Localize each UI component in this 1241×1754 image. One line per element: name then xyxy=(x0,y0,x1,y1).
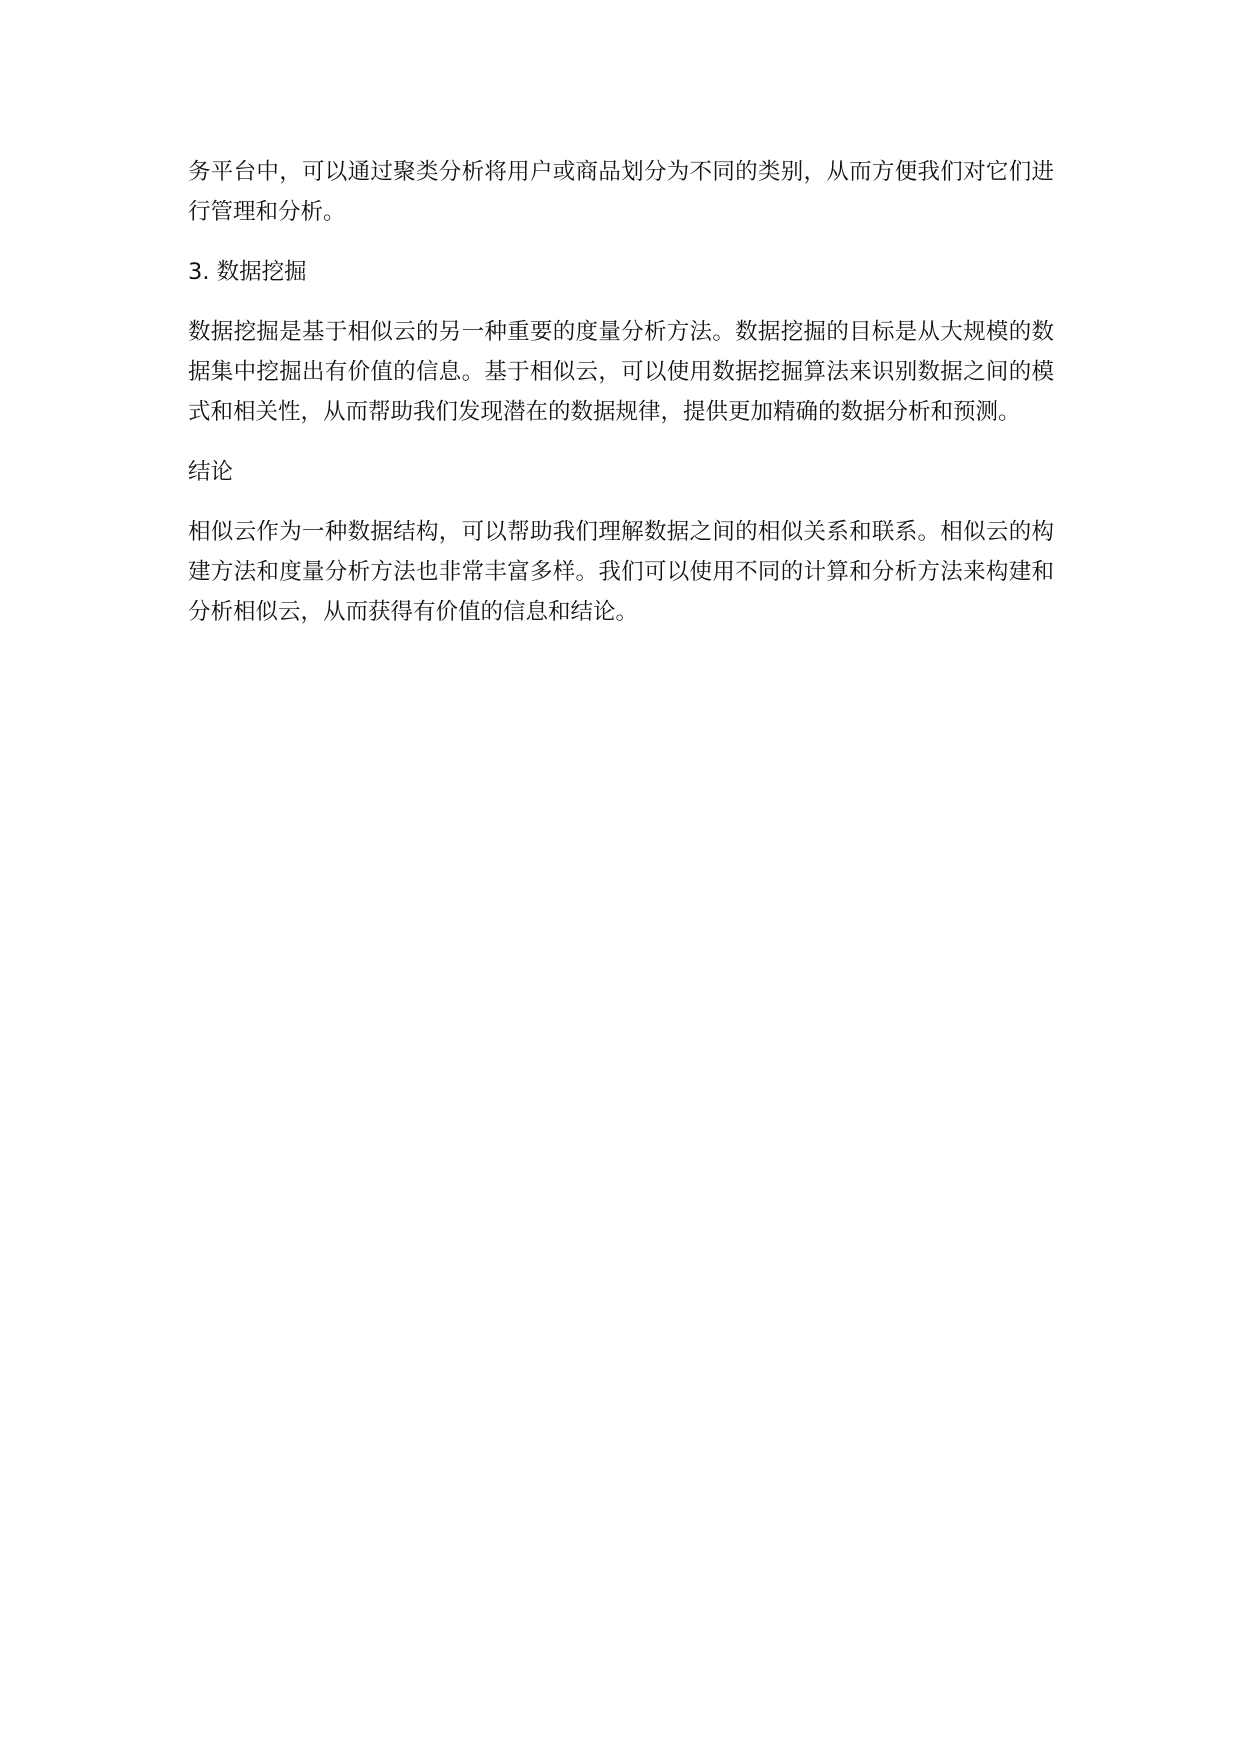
paragraph-data-mining: 数据挖掘是基于相似云的另一种重要的度量分析方法。数据挖掘的目标是从大规模的数据集中挖掘出有价值的信息。基于相似云，可以使用数据挖掘算法来识别数据之间的模式和相关性，从而帮助我们发现潜在的数据规律，提供更加精确的数据分析和预测。 xyxy=(188,319,1054,425)
paragraph-clustering-continued: 务平台中，可以通过聚类分析将用户或商品划分为不同的类别，从而方便我们对它们进行管理和分析。 xyxy=(188,159,1054,225)
section-heading-data-mining: 3. 数据挖掘 xyxy=(188,259,307,285)
section-heading-conclusion: 结论 xyxy=(188,459,234,485)
paragraph-conclusion: 相似云作为一种数据结构，可以帮助我们理解数据之间的相似关系和联系。相似云的构建方法和度量分析方法也非常丰富多样。我们可以使用不同的计算和分析方法来构建和分析相似云，从而获得有价值的信息和结论。 xyxy=(188,519,1054,625)
document-page xyxy=(188,152,1054,652)
